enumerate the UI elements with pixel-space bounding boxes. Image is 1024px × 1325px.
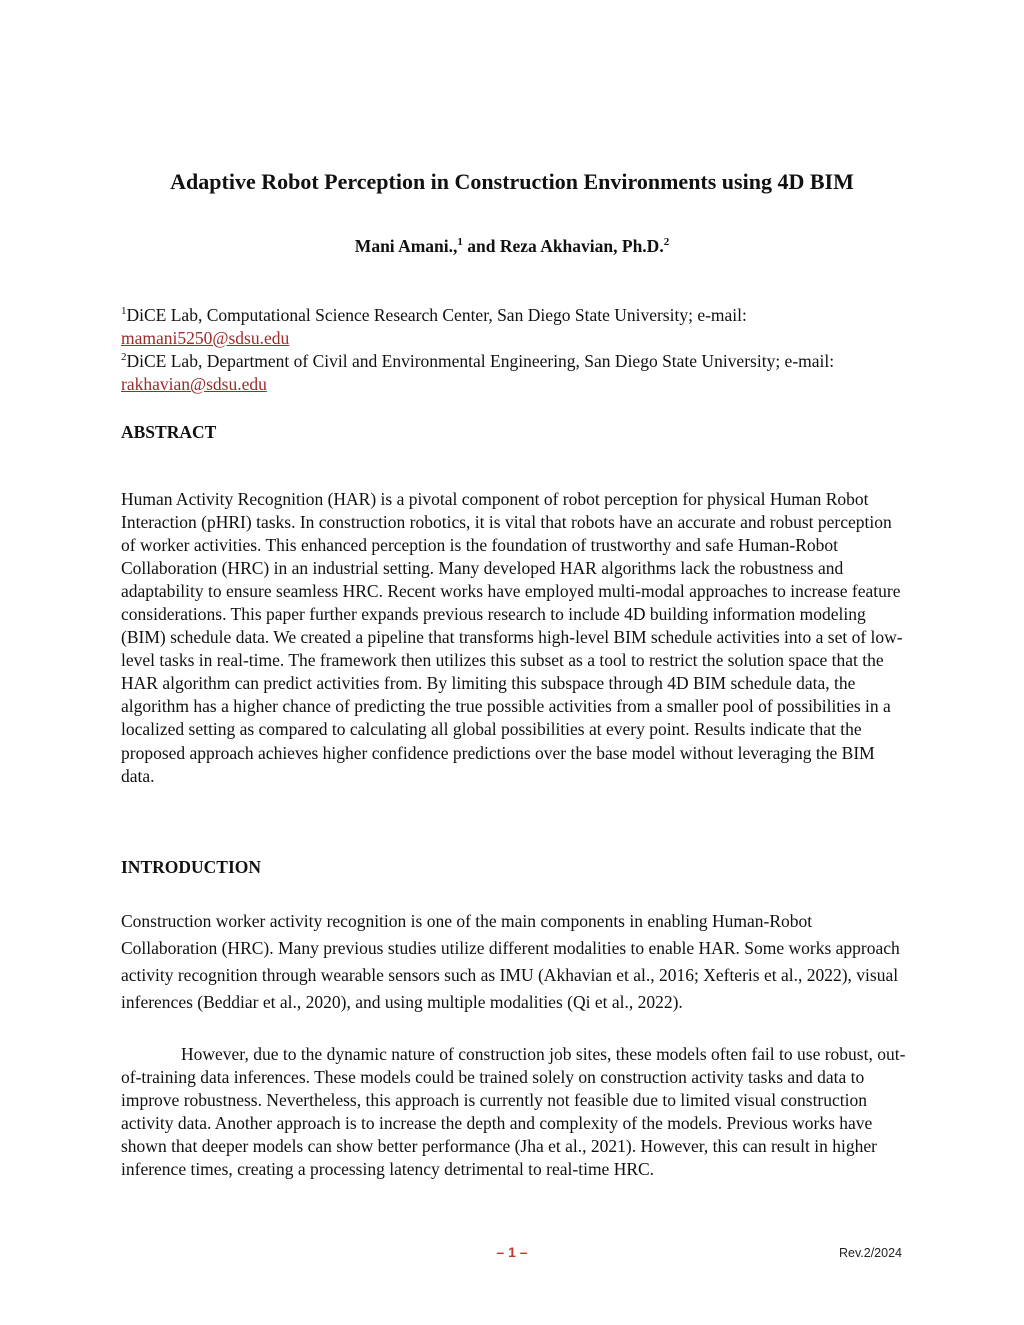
affiliation-2-email-link[interactable]: rakhavian@sdsu.edu	[121, 374, 267, 394]
affiliation-2	[121, 350, 906, 396]
paper-title: Adaptive Robot Perception in Construction Environments using 4D BIM	[170, 169, 854, 194]
affiliation-1-mark: 1	[121, 305, 127, 318]
abstract-body: Human Activity Recognition (HAR) is a pivotal component of robot perception for physical Human Robot Interaction (pHRI) tasks. In construction robotics, it is vital that robots have an accurate and robust perception of worker activities. This enhanced perception is the foundation of trustworthy and safe Human-Robot Collaboration (HRC) in an industrial setting. Many developed HAR algorithms lack the robustness and adaptability to ensure seamless HRC. Recent works have employed multi-modal approaches to increase feature considerations. This paper further expands previous research to include 4D building information modeling (BIM) schedule data. We created a pipeline that transforms high-level BIM schedule activities into a set of low-level tasks in real-time. The framework then utilizes this subset as a tool to restrict the solution space that the HAR algorithm can predict activities from. By limiting this subspace through 4D BIM schedule data, the algorithm has a higher chance of predicting the true possible activities from a smaller pool of possibilities in a localized setting as compared to calculating all global possibilities at every point. Results indicate that the proposed approach achieves higher confidence predictions over the base model without leveraging the BIM data.	[121, 489, 903, 786]
affiliation-1	[121, 304, 906, 350]
page-number: – 1 –	[496, 1244, 528, 1260]
author-2-affiliation-mark: 2	[663, 236, 670, 249]
affiliation-2-mark: 2	[121, 351, 127, 364]
author-2-name: Reza Akhavian, Ph.D.	[499, 236, 664, 256]
author-line	[0, 234, 1024, 258]
affiliation-1-text: DiCE Lab, Computational Science Research Center, San Diego State University; e-mail:	[126, 305, 747, 325]
revision-label: Rev.2/2024	[838, 1246, 902, 1260]
affiliation-1-email-link[interactable]: mamani5250@sdsu.edu	[121, 328, 290, 348]
affiliation-2-text: DiCE Lab, Department of Civil and Environmental Engineering, San Diego State University; e-mail:	[126, 351, 835, 371]
author-1-name: Mani Amani.,	[354, 236, 458, 256]
introduction-paragraph-1: Construction worker activity recognition is one of the main components in enabling Human-Robot Collaboration (HRC). Many previous studies utilize different modalities to enable HAR. Some works approach activity recognition through wearable sensors such as IMU (Akhavian et al., 2016; Xefteris et al., 2022), visual inferences (Beddiar et al., 2020), and using multiple modalities (Qi et al., 2022).	[121, 911, 900, 1012]
author-connector: and	[462, 236, 500, 256]
introduction-heading: INTRODUCTION	[121, 857, 262, 877]
introduction-paragraph-2: However, due to the dynamic nature of construction job sites, these models often fail to use robust, out-of-training data inferences. These models could be trained solely on construction activity tasks and data to improve robustness. Nevertheless, this approach is currently not feasible due to limited visual construction activity data. Another approach is to increase the depth and complexity of the models. Previous works have shown that deeper models can show better performance (Jha et al., 2021). However, this can result in higher inference times, creating a processing latency detrimental to real-time HRC.	[121, 1044, 906, 1180]
author-1-affiliation-mark: 1	[457, 236, 463, 249]
abstract-heading: ABSTRACT	[121, 422, 217, 442]
